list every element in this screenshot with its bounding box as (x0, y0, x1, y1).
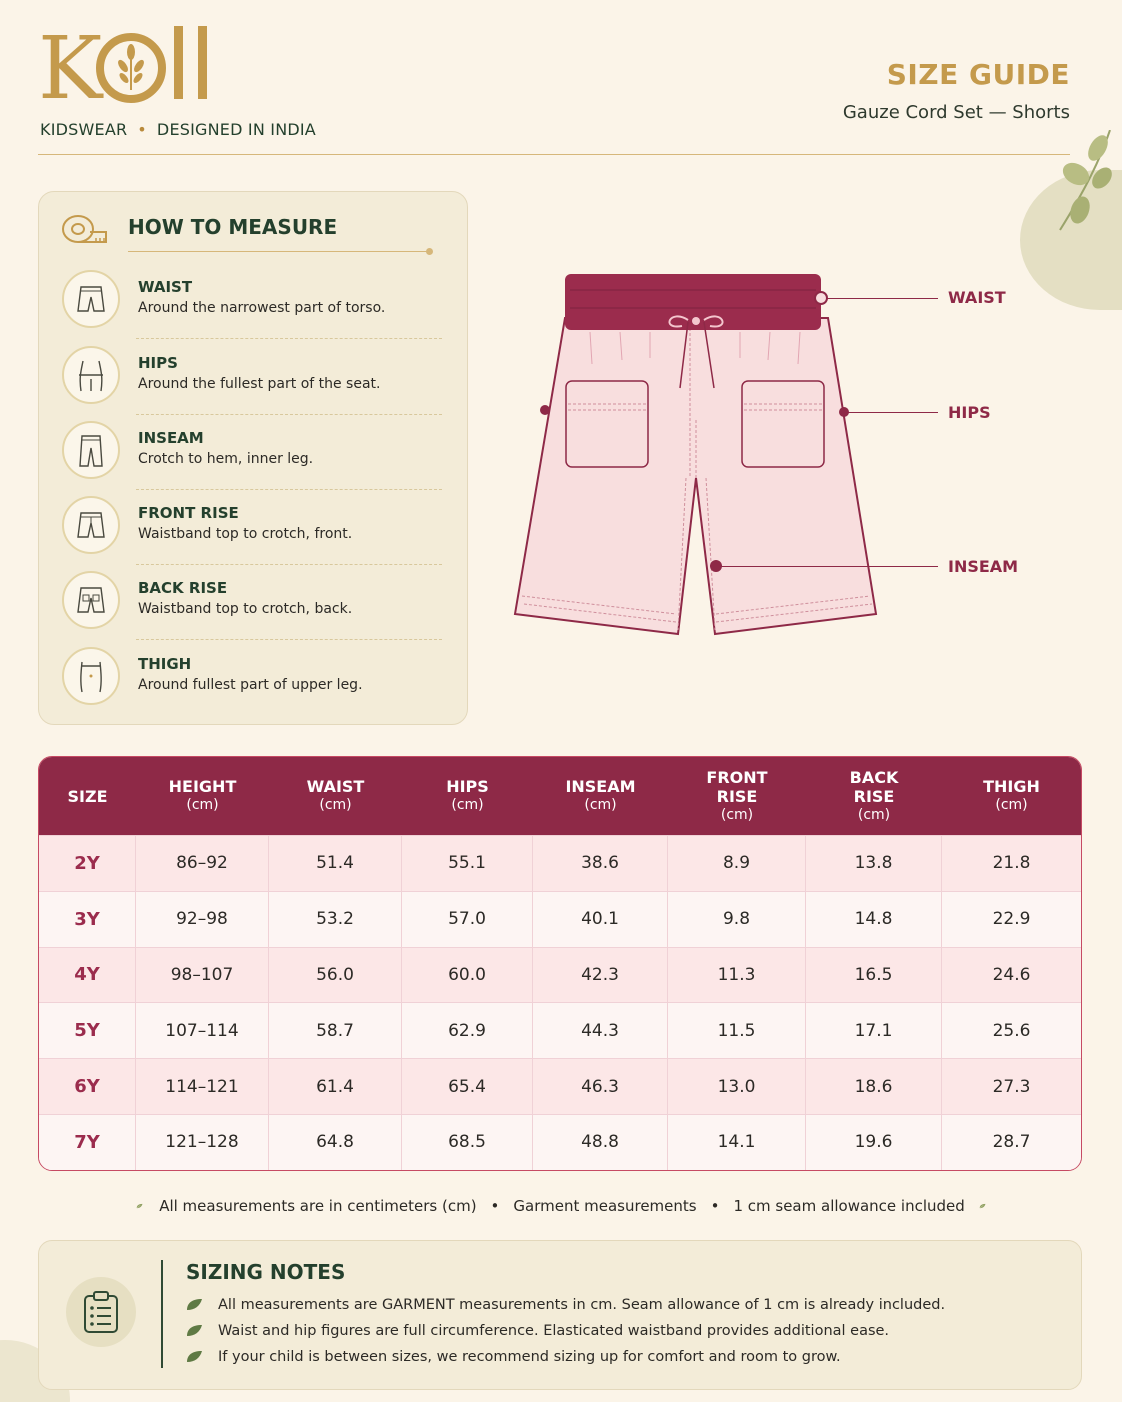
measure-name: INSEAM (138, 429, 204, 447)
table-cell: 57.0 (402, 892, 533, 947)
diagram-label-inseam: INSEAM (948, 557, 1019, 576)
table-cell: 61.4 (269, 1059, 402, 1114)
waist-pointer-line (826, 298, 938, 299)
table-cell: 114–121 (136, 1059, 269, 1114)
table-cell: 28.7 (992, 1132, 1031, 1153)
table-row (39, 1058, 1081, 1114)
separator-dot: • (710, 1197, 720, 1215)
separator-dot: • (490, 1197, 500, 1215)
note-item (186, 1349, 841, 1365)
size-cell: 5Y (39, 1003, 136, 1058)
measure-name: FRONT RISE (138, 504, 239, 522)
table-cell: 13.0 (668, 1059, 806, 1114)
measure-name: WAIST (138, 278, 193, 296)
table-cell: 16.5 (806, 948, 942, 1003)
leaf-icon (979, 1198, 986, 1214)
table-cell: 24.6 (992, 964, 1031, 985)
front-rise-shorts-icon (62, 496, 120, 554)
table-cell: 44.3 (533, 1003, 668, 1058)
footnote-units: All measurements are in centimeters (cm) (159, 1197, 477, 1215)
table-cell: 14.1 (668, 1115, 806, 1170)
diagram-label-waist: WAIST (948, 288, 1006, 307)
column-header: HIPS (cm) (446, 777, 489, 813)
table-cell: 107–114 (136, 1003, 269, 1058)
size-cell: 7Y (39, 1115, 136, 1170)
leaf-bullet-icon (186, 1324, 204, 1338)
measure-desc: Waistband top to crotch, back. (138, 601, 353, 617)
size-cell: 3Y (39, 892, 136, 947)
measurement-footnote (136, 1196, 986, 1216)
size-cell: 4Y (39, 948, 136, 1003)
shorts-waist-icon (62, 270, 120, 328)
table-cell: 11.3 (668, 948, 806, 1003)
table-row (39, 1002, 1081, 1058)
item-divider (136, 489, 442, 490)
table-cell: 51.4 (269, 836, 402, 891)
table-cell: 17.1 (806, 1003, 942, 1058)
table-body (39, 835, 1081, 1170)
size-table (38, 756, 1082, 1171)
measure-name: HIPS (138, 354, 178, 372)
note-item (186, 1297, 945, 1313)
clipboard-icon (66, 1277, 136, 1347)
inseam-pants-icon (62, 421, 120, 479)
table-row (39, 835, 1081, 891)
table-cell: 60.0 (402, 948, 533, 1003)
table-cell: 56.0 (269, 948, 402, 1003)
table-cell: 8.9 (668, 836, 806, 891)
table-cell: 40.1 (533, 892, 668, 947)
page-title: SIZE GUIDE (886, 58, 1070, 91)
measure-item-inseam (60, 421, 444, 496)
measure-desc: Around fullest part of upper leg. (138, 677, 363, 693)
size-cell: 2Y (39, 836, 136, 891)
title-underline-dot (426, 248, 433, 255)
svg-text:K: K (38, 19, 103, 104)
leaf-bullet-icon (186, 1298, 204, 1312)
table-cell: 46.3 (533, 1059, 668, 1114)
table-cell: 14.8 (806, 892, 942, 947)
measure-name: BACK RISE (138, 579, 228, 597)
header-divider (38, 154, 1070, 155)
table-cell: 18.6 (806, 1059, 942, 1114)
thigh-leg-icon (62, 647, 120, 705)
brand-tagline (40, 120, 316, 139)
table-cell: 98–107 (136, 948, 269, 1003)
hips-figure-icon (62, 346, 120, 404)
leaf-icon (136, 1198, 143, 1214)
measure-desc: Around the narrowest part of torso. (138, 300, 386, 316)
item-divider (136, 338, 442, 339)
table-cell: 86–92 (136, 836, 269, 891)
item-divider (136, 414, 442, 415)
separator-dot: • (137, 120, 147, 139)
note-text: All measurements are GARMENT measurements in cm. Seam allowance of 1 cm is already included. (218, 1297, 946, 1313)
measure-desc: Crotch to hem, inner leg. (138, 451, 314, 467)
measure-item-front-rise (60, 496, 444, 571)
inseam-pointer-line (720, 566, 938, 567)
how-to-measure-title: HOW TO MEASURE (128, 215, 338, 239)
title-underline (128, 251, 428, 252)
table-cell: 65.4 (402, 1059, 533, 1114)
measure-item-hips (60, 346, 444, 421)
table-cell: 27.3 (992, 1076, 1031, 1097)
measure-name: THIGH (138, 655, 192, 673)
column-header: SIZE (67, 786, 108, 806)
table-cell: 62.9 (402, 1003, 533, 1058)
column-header: INSEAM (cm) (565, 777, 636, 813)
tagline-kidswear: KIDSWEAR (40, 120, 128, 139)
table-cell: 38.6 (533, 836, 668, 891)
shorts-illustration (510, 268, 890, 640)
table-cell: 68.5 (402, 1115, 533, 1170)
note-item (186, 1323, 889, 1339)
note-text: Waist and hip figures are full circumference. Elasticated waistband provides additional ease. (218, 1323, 890, 1339)
brand-logo (38, 18, 218, 108)
measure-item-waist (60, 270, 444, 345)
page-subtitle: Gauze Cord Set — Shorts (842, 102, 1070, 123)
table-row (39, 1114, 1081, 1170)
tagline-designed: DESIGNED IN INDIA (156, 120, 316, 139)
table-cell: 92–98 (136, 892, 269, 947)
table-cell: 58.7 (269, 1003, 402, 1058)
table-cell: 42.3 (533, 948, 668, 1003)
note-text: If your child is between sizes, we recommend sizing up for comfort and room to grow. (218, 1349, 841, 1365)
table-cell: 22.9 (992, 909, 1031, 930)
footnote-garment: Garment measurements (513, 1197, 697, 1215)
measure-item-thigh (60, 647, 444, 722)
item-divider (136, 564, 442, 565)
leaf-bullet-icon (186, 1350, 204, 1364)
table-cell: 55.1 (402, 836, 533, 891)
table-cell: 25.6 (992, 1020, 1031, 1041)
leaf-sprig-icon (1040, 130, 1122, 240)
sizing-notes-title: SIZING NOTES (186, 1260, 346, 1284)
back-rise-shorts-icon (62, 571, 120, 629)
table-cell: 13.8 (806, 836, 942, 891)
column-header: HEIGHT (cm) (168, 777, 237, 813)
measure-desc: Waistband top to crotch, front. (138, 526, 353, 542)
notes-divider (161, 1260, 163, 1368)
column-header: THIGH (cm) (983, 777, 1040, 813)
table-row (39, 891, 1081, 947)
column-header: FRONT RISE (cm) (706, 767, 768, 823)
hips-pointer-line (848, 412, 938, 413)
table-cell: 19.6 (806, 1115, 942, 1170)
column-header: WAIST (cm) (306, 777, 365, 813)
measuring-tape-icon (60, 210, 110, 248)
table-cell: 9.8 (668, 892, 806, 947)
column-header: BACK RISE (cm) (849, 767, 899, 823)
table-header (39, 757, 1081, 835)
table-row (39, 947, 1081, 1003)
table-cell: 64.8 (269, 1115, 402, 1170)
table-cell: 11.5 (668, 1003, 806, 1058)
measure-item-back-rise (60, 571, 444, 646)
table-cell: 21.8 (992, 853, 1031, 874)
footnote-seam: 1 cm seam allowance included (733, 1197, 965, 1215)
table-cell: 121–128 (136, 1115, 269, 1170)
size-cell: 6Y (39, 1059, 136, 1114)
item-divider (136, 639, 442, 640)
table-cell: 53.2 (269, 892, 402, 947)
table-cell: 48.8 (533, 1115, 668, 1170)
measure-desc: Around the fullest part of the seat. (138, 376, 381, 392)
diagram-label-hips: HIPS (948, 403, 991, 422)
